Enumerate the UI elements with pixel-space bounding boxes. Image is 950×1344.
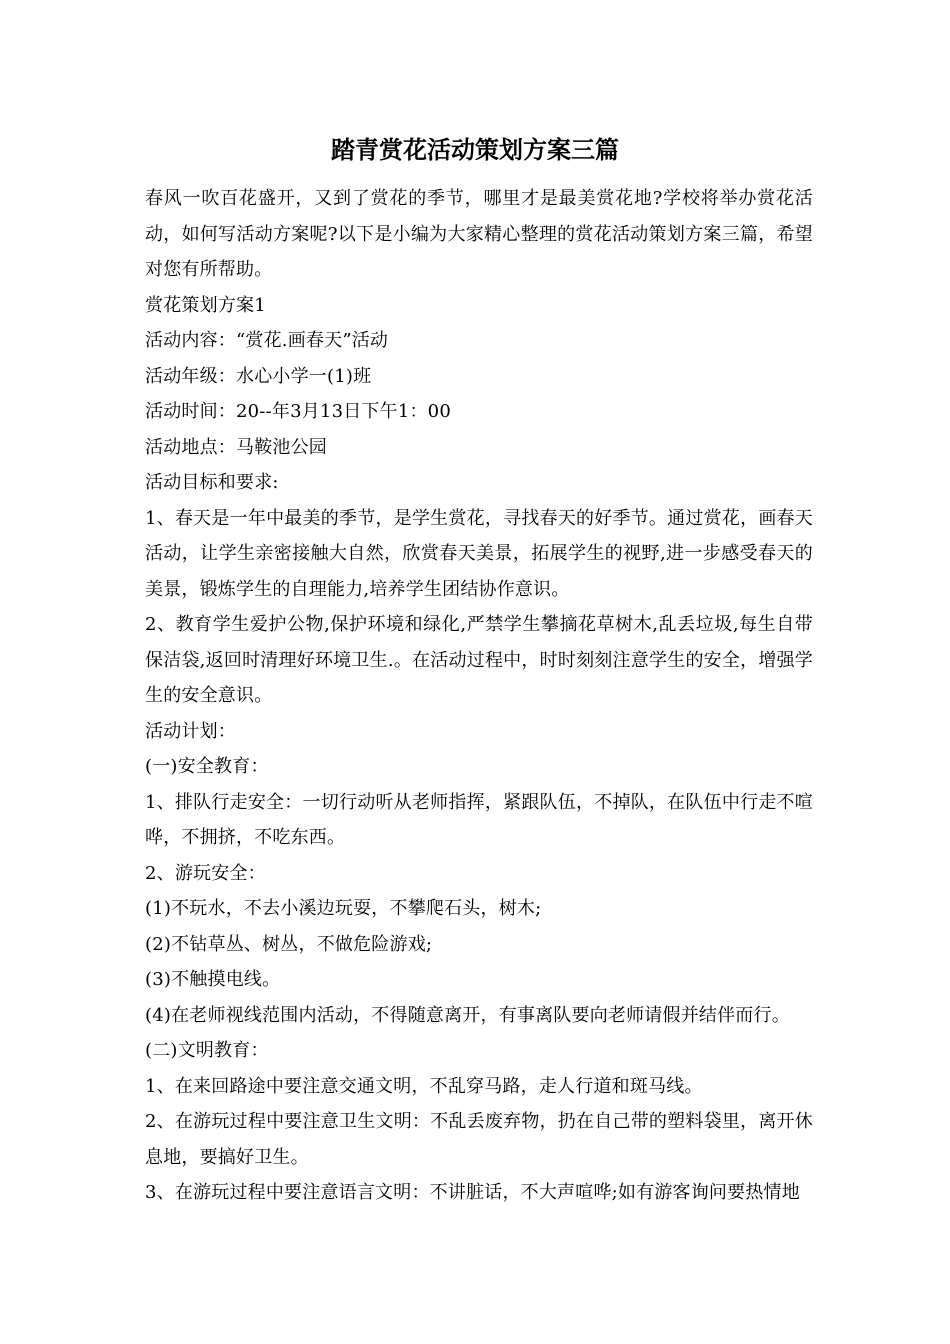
paragraph: 活动目标和要求: <box>145 472 279 493</box>
document-title: 踏青赏花活动策划方案三篇 <box>331 135 619 164</box>
paragraph: 活动时间：20--年3月13日下午1：00 <box>145 401 451 422</box>
paragraph: 2、教育学生爱护公物,保护环境和绿化,严禁学生攀摘花草树木,乱丢垃圾,每生自带保洁袋,返回时清理好环境卫生.。在活动过程中，时时刻刻注意学生的安全，增强学生的安全意识。 <box>145 614 813 706</box>
paragraph: 1、排队行走安全：一切行动听从老师指挥，紧跟队伍，不掉队，在队伍中行走不喧哗，不拥挤，不吃东西。 <box>145 791 813 848</box>
paragraph: 活动地点：马鞍池公园 <box>145 436 327 458</box>
paragraph: (一)安全教育： <box>145 756 269 777</box>
paragraph: 3、在游玩过程中要注意语言文明：不讲脏话，不大声喧哗;如有游客询问要热情地 <box>145 1182 800 1203</box>
paragraph: 1、春天是一年中最美的季节，是学生赏花，寻找春天的好季节。通过赏花，画春天活动，让学生亲密接触大自然，欣赏春天美景，拓展学生的视野,进一步感受春天的美景，锻炼学生的自理能力,培养学生团结协作意识。 <box>145 507 813 600</box>
paragraph: (4)在老师视线范围内活动，不得随意离开，有事离队要向老师请假并结伴而行。 <box>145 1004 790 1026</box>
paragraph: (二)文明教育： <box>145 1040 269 1061</box>
paragraph: (3)不触摸电线。 <box>145 969 281 990</box>
paragraph: 活动内容：“赏花.画春天”活动 <box>145 330 389 351</box>
paragraph: 2、在游玩过程中要注意卫生文明：不乱丢废弃物，扔在自己带的塑料袋里，离开休息地，要搞好卫生。 <box>145 1111 813 1168</box>
paragraph: 春风一吹百花盛开，又到了赏花的季节，哪里才是最美赏花地?学校将举办赏花活动，如何写活动方案呢?以下是小编为大家精心整理的赏花活动策划方案三篇，希望对您有所帮助。 <box>145 188 813 280</box>
paragraph: 赏花策划方案1 <box>145 294 266 316</box>
paragraph: 1、在来回路途中要注意交通文明，不乱穿马路，走人行道和斑马线。 <box>145 1075 703 1097</box>
paragraph: (1)不玩水，不去小溪边玩耍，不攀爬石头，树木; <box>145 898 542 919</box>
paragraph: 活动计划： <box>145 720 236 742</box>
paragraph: 2、游玩安全： <box>145 862 266 884</box>
document-body <box>145 181 813 1211</box>
paragraph: 活动年级：水心小学一(1)班 <box>145 365 372 387</box>
paragraph: (2)不钻草丛、树丛，不做危险游戏; <box>145 933 433 955</box>
